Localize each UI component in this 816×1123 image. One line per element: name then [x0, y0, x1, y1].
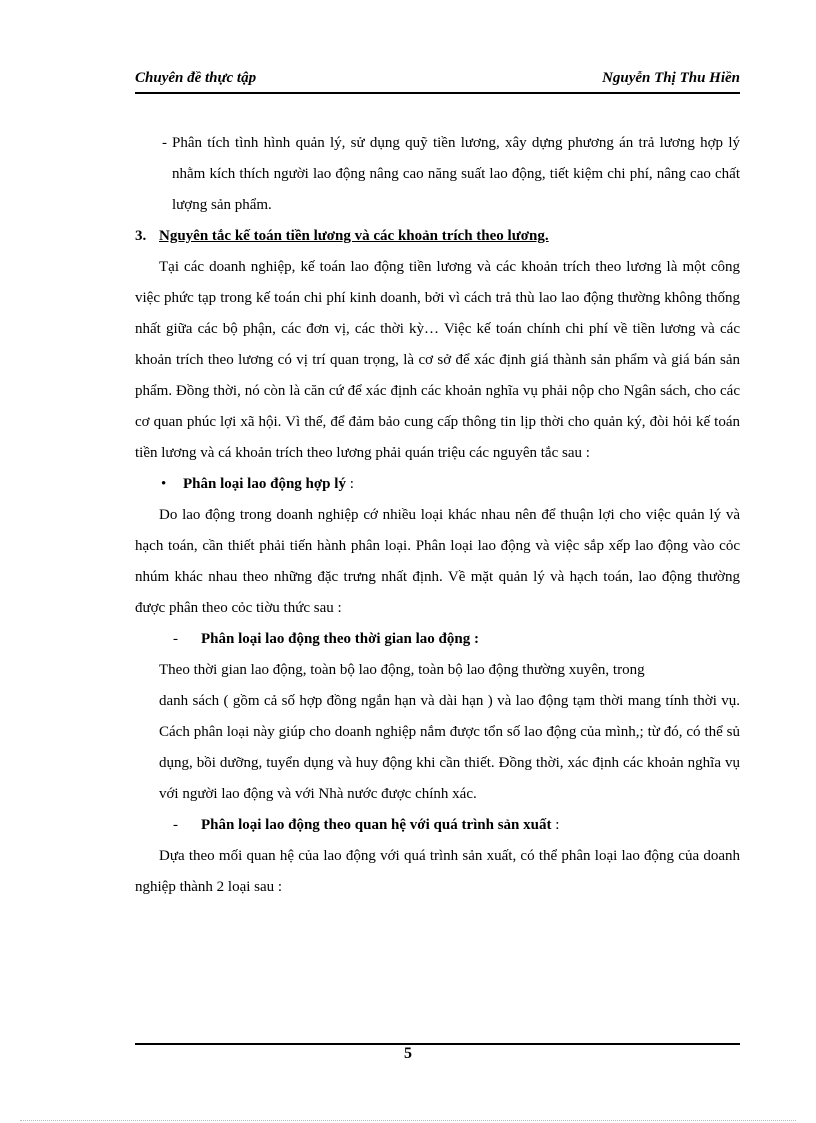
intro-dash-item: [162, 128, 740, 221]
section-heading: [135, 221, 740, 252]
dash-marker: -: [162, 135, 167, 151]
intro-dash-text: Phân tích tình hình quản lý, sử dụng quỹ tiền lương, xây dựng phương án trả lương hợp lý nhằm kích thích người lao động nâng cao năng suất lao động, tiết kiệm chi phí, nâng cao chất lượng sản phẩm.: [172, 135, 740, 213]
document-body: [135, 128, 740, 903]
bullet-title: Phân loại lao động hợp lý: [183, 476, 346, 492]
sub-heading-1-title: Phân loại lao động theo thời gian lao động :: [201, 631, 479, 647]
paragraph-3-body: danh sách ( gồm cả số hợp đồng ngắn hạn và dài hạn ) và lao động tạm thời mang tính thời vụ. Cách phân loại này giúp cho doanh nghiệp nắm được tổn số lao động của mình,; từ đó, có thể sủ dụng, bồi dưỡng, tuyển dụng và huy động khi cần thiết. Đồng thời, xác định các khoản nghĩa vụ với người lao động và với Nhà nước được chính xác.: [159, 693, 740, 802]
paragraph-3-first-line: Theo thời gian lao động, toàn bộ lao động, toàn bộ lao động thường xuyên, trong: [159, 662, 645, 678]
sub-heading-2-colon: :: [551, 817, 560, 833]
header-author: Nguyễn Thị Thu Hiền: [602, 70, 740, 86]
sub-dash-marker: -: [173, 631, 178, 647]
paragraph-4: Dựa theo mối quan hệ của lao động với quá trình sản xuất, có thể phân loại lao động của doanh nghiệp thành 2 loại sau :: [135, 848, 740, 895]
page-bottom-dotted-line: [20, 1120, 796, 1121]
sub-heading-2: [173, 810, 740, 841]
section-title: Nguyên tắc kế toán tiền lương và các khoản trích theo lương.: [159, 228, 549, 244]
paragraph-1: Tại các doanh nghiệp, kế toán lao động tiền lương và các khoản trích theo lương là một công việc phức tạp trong kế toán chi phí kinh doanh, bởi vì cách trả thù lao lao động thường không thống nhất giữa các bộ phận, các đơn vị, các thời kỳ… Việc kế toán chính chi phí về tiền lương và các khoản trích theo lương có vị trí quan trọng, là cơ sở để xác định giá thành sản phẩm và giá bán sản phẩm. Đồng thời, nó còn là căn cứ để xác định các khoản nghĩa vụ phải nộp cho Ngân sách, cho các cơ quan phúc lợi xã hội. Vì thế, để đảm bảo cung cấp thông tin lịp thời cho quản ký, đòi hỏi kế toán tiền lương và cá khoản trích theo lương phải quán triệu các nguyên tắc sau :: [135, 259, 740, 461]
sub-dash-marker: -: [173, 817, 178, 833]
page-header: [135, 68, 740, 94]
bullet-colon: :: [345, 476, 354, 492]
bullet-marker: •: [161, 476, 167, 492]
sub-heading-2-title: Phân loại lao động theo quan hệ với quá trình sản xuất: [201, 817, 552, 833]
page-number: 5: [404, 1045, 412, 1062]
header-left-title: Chuyên đề thực tập: [135, 70, 257, 86]
section-number: 3.: [135, 228, 147, 244]
sub-heading-1: [173, 624, 740, 655]
paragraph-2: Do lao động trong doanh nghiệp cớ nhiều loại khác nhau nên để thuận lợi cho việc quản lý và hạch toán, cần thiết phải tiến hành phân loại. Phân loại lao động và việc sắp xếp lao động vào cỏc nhúm khác nhau theo những đặc trưng nhất định. Về mặt quản lý và hạch toán, lao động thường được phân theo cỏc tiờu thức sau :: [135, 507, 740, 616]
bullet-item: [161, 469, 740, 500]
